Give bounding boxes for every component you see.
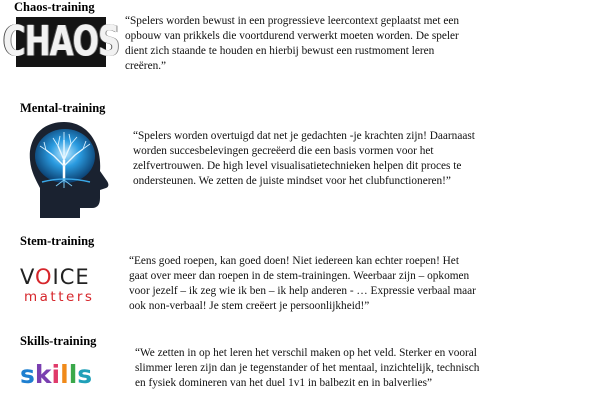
quote-line: zelfvertrouwen. De high level visualisatietechnieken helpen dit proces te — [133, 160, 462, 172]
quote-line: ondersteunen. We zetten de juiste mindset voor het clubfunctioneren!” — [133, 175, 451, 187]
skills-logo-letter: l — [68, 360, 78, 389]
quote-line: en fysiek domineren van het duel 1v1 in balbezit en in balverlies” — [135, 377, 433, 389]
quote-line: gaat over meer dan roepen in de stem-trainingen. Weerbaar zijn – opkomen — [129, 270, 470, 282]
quote-line: dient zich staande te houden en hierbij bewust een rustmoment leren — [125, 45, 435, 57]
quote-line: “Spelers worden overtuigd dat net je gedachten -je krachten zijn! Daarnaast — [133, 130, 475, 142]
voice-matters-logo — [20, 265, 120, 309]
skills-logo-letter: s — [77, 360, 93, 389]
quote-line: “We zetten in op het leren het verschil maken op het veld. Sterker en vooral — [135, 347, 477, 359]
skills-training-quote — [135, 346, 597, 391]
voice-logo-v: V — [20, 265, 35, 289]
chaos-training-quote — [125, 14, 595, 74]
voice-logo-o: O — [35, 265, 53, 289]
quote-line: ook non-verbaal! Je stem creëert je persoonlijkheid!” — [129, 300, 370, 312]
chaos-training-heading: Chaos-training — [14, 0, 95, 14]
chaos-logo — [2, 17, 120, 67]
skills-logo-letter: s — [20, 360, 35, 389]
matters-logo-text: matters — [24, 289, 95, 305]
quote-line: creëren.” — [125, 60, 167, 72]
skills-logo-letter: l — [60, 360, 69, 389]
stem-training-quote — [129, 254, 597, 314]
skills-logo-text — [20, 360, 93, 389]
skills-logo-letter: i — [51, 360, 61, 389]
quote-line: opbouw van prikkels die voortdurend verwerkt moeten worden. De speler — [125, 30, 459, 42]
skills-training-heading: Skills-training — [20, 334, 97, 348]
mental-training-heading: Mental-training — [20, 101, 106, 115]
mental-training-quote — [133, 129, 598, 189]
voice-logo-text — [20, 265, 90, 289]
quote-line: voor jezelf – ik zeg wie ik ben – ik help anderen - … Expressie verbaal maar — [129, 285, 476, 297]
skills-logo — [20, 360, 93, 390]
head-brain-tree-icon — [20, 116, 114, 222]
quote-line: slimmer leren zijn dan je tegenstander of het mentaal, inzichtelijk, technisch — [135, 362, 480, 374]
quote-line: worden succesbelevingen gecreëerd die een basis vormen voor het — [133, 145, 434, 157]
stem-training-heading: Stem-training — [20, 234, 95, 248]
skills-logo-letter: k — [34, 360, 52, 389]
chaos-logo-text: CHAOS — [2, 17, 120, 67]
voice-logo-ice: ICE — [52, 265, 90, 289]
quote-line: “Eens goed roepen, kan goed doen! Niet iedereen kan echter roepen! Het — [129, 255, 459, 267]
quote-line: “Spelers worden bewust in een progressieve leercontext geplaatst met een — [125, 15, 460, 27]
